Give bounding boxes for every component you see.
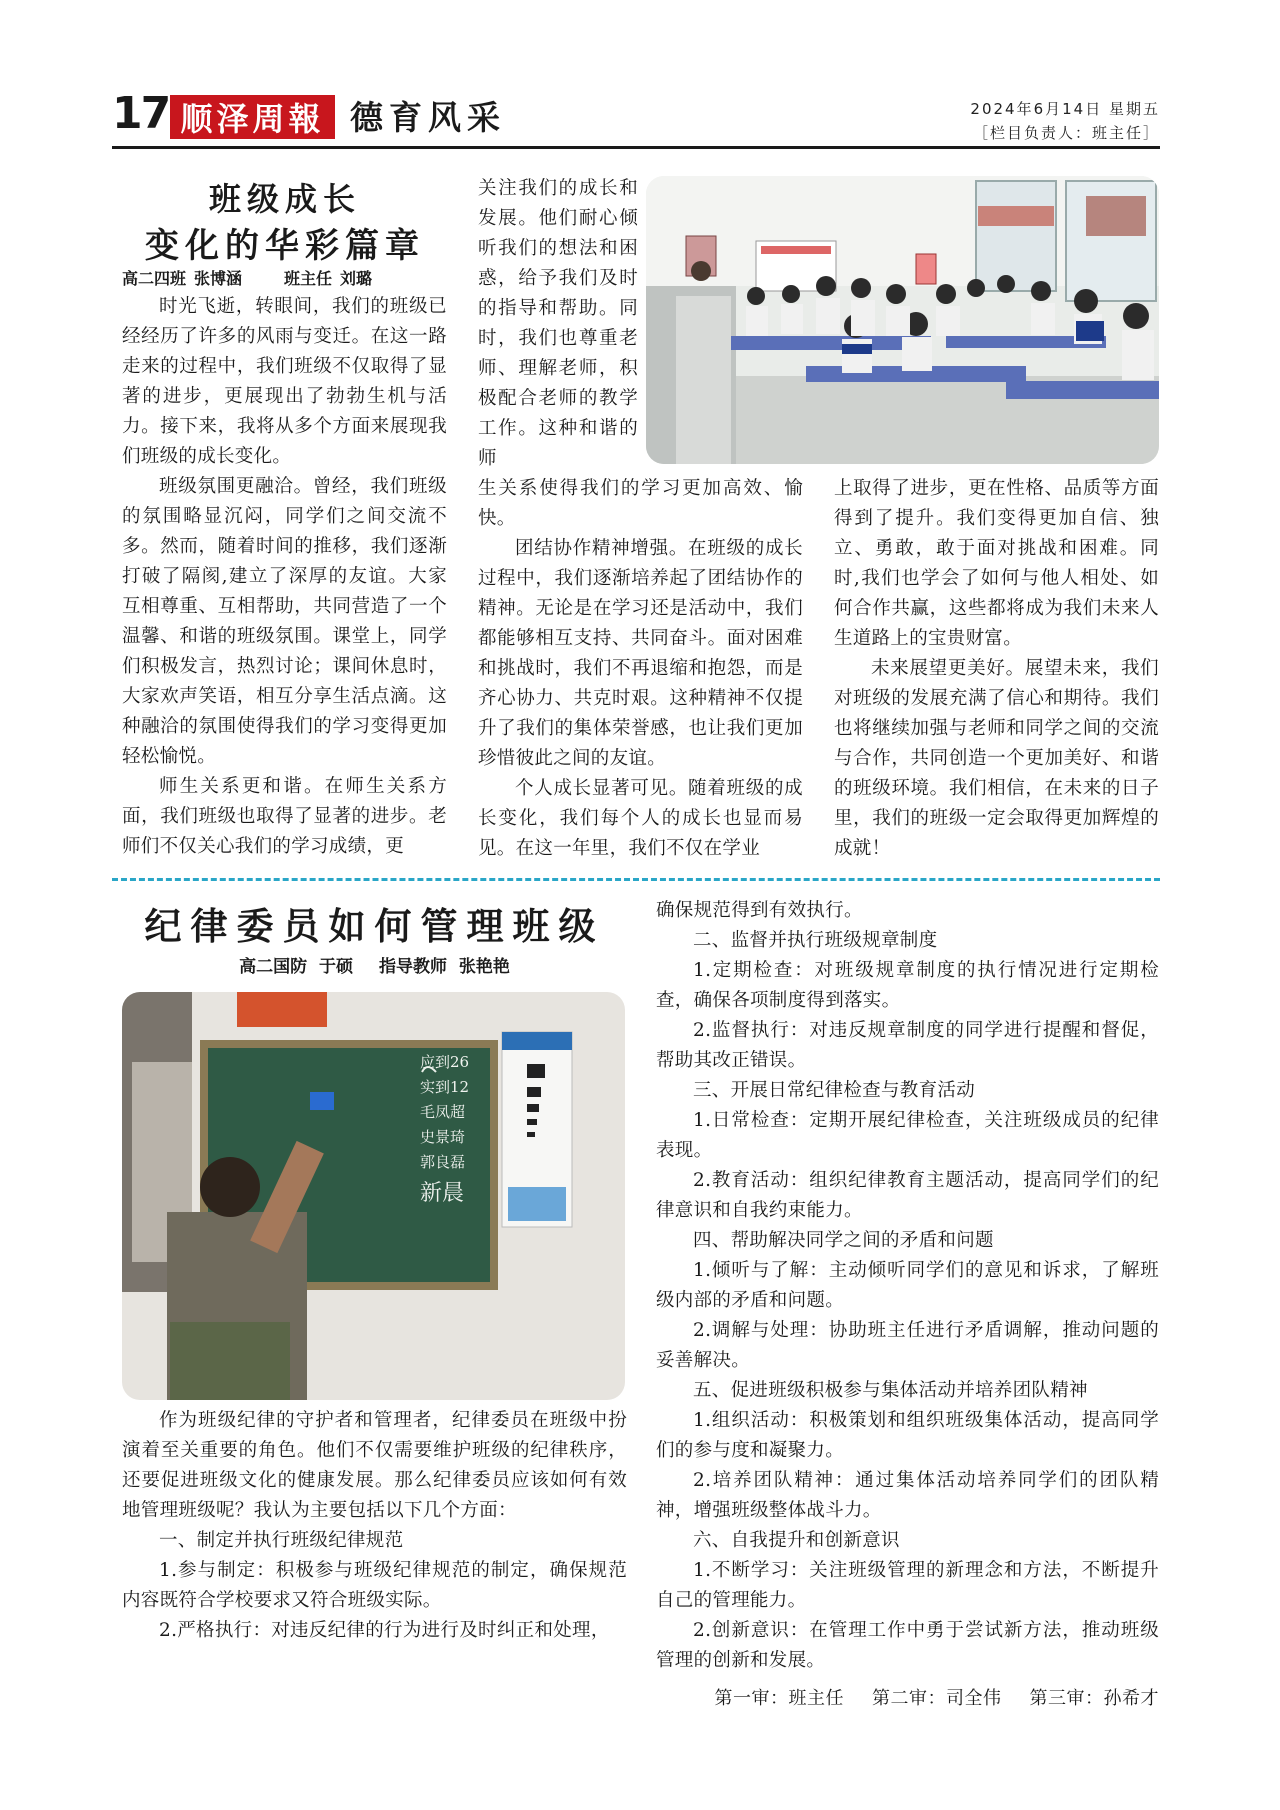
paragraph: 1.参与制定：积极参与班级纪律规范的制定，确保规范内容既符合学校要求又符合班级实际。 (122, 1560, 627, 1611)
paragraph: 2.培养团队精神：通过集体活动培养同学们的团队精神，增强班级整体战斗力。 (656, 1470, 1159, 1521)
paragraph: 团结协作精神增强。在班级的成长过程中，我们逐渐培养起了团结协作的精神。无论是在学习还是活动中，我们都能够相互支持、共同奋斗。面对困难和挑战时，我们不再退缩和抱怨，而是齐心协力、共克时艰。这种精神不仅提升了我们的集体荣誉感，也让我们更加珍惜彼此之间的友谊。 (478, 538, 803, 769)
chalkboard-photo-image (122, 992, 625, 1400)
paragraph: 二、监督并执行班级规章制度 (693, 930, 938, 951)
board-line: 郭良磊 (420, 1153, 466, 1171)
column-editor: ［栏目负责人：班主任］ (972, 124, 1160, 142)
paragraph: 六、自我提升和创新意识 (693, 1530, 900, 1551)
paragraph: 2.严格执行：对违反纪律的行为进行及时纠正和处理， (159, 1620, 610, 1641)
board-line: 应到26 (420, 1053, 470, 1071)
masthead-logo: 顺泽周報 (170, 95, 335, 139)
article2-left-column (122, 1406, 627, 1646)
classroom-photo-image (646, 176, 1159, 464)
paragraph: 三、开展日常纪律检查与教育活动 (693, 1080, 976, 1101)
article1-column2-top (478, 174, 638, 474)
article1-column3 (834, 474, 1159, 864)
paragraph: 时光飞逝，转眼间，我们的班级已经经历了许多的风雨与变迁。在这一路走来的过程中，我们班级不仅取得了显著的进步，更展现出了勃勃生机与活力。接下来，我将从多个方面来展现我们班级的成长变化。 (122, 296, 447, 467)
byline-teacher: 刘璐 (340, 269, 373, 288)
paragraph: 一、制定并执行班级纪律规范 (159, 1530, 404, 1551)
article1-column1 (122, 292, 447, 862)
issue-date: 2024年6月14日 星期五 (970, 100, 1160, 118)
review-first: 第一审：班主任 (714, 1688, 844, 1709)
paragraph: 上取得了进步，更在性格、品质等方面得到了提升。我们变得更加自信、独立、勇敢，敢于面对挑战和困难。同时,我们也学会了如何与他人相处、如何合作共赢，这些都将成为我们未来人生道路上的宝贵财富。 (834, 478, 1159, 649)
paragraph: 2.调解与处理：协助班主任进行矛盾调解，推动问题的妥善解决。 (656, 1320, 1159, 1371)
paragraph: 班级氛围更融洽。曾经，我们班级的氛围略显沉闷，同学们之间交流不多。然而，随着时间的推移，我们逐渐打破了隔阂,建立了深厚的友谊。大家互相尊重、互相帮助，共同营造了一个温馨、和谐的班级氛围。课堂上，同学们积极发言，热烈讨论；课间休息时，大家欢声笑语，相互分享生活点滴。这种融洽的氛围使得我们的学习变得更加轻松愉悦。 (122, 476, 447, 767)
article1-title-line2: 变化的华彩篇章 (145, 226, 425, 266)
board-line: 实到12 (420, 1078, 470, 1096)
paragraph: 2.监督执行：对违反规章制度的同学进行提醒和督促，帮助其改正错误。 (656, 1020, 1159, 1071)
board-line: 新晨 (420, 1181, 465, 1206)
paragraph: 生关系使得我们的学习更加高效、愉快。 (478, 478, 803, 529)
byline-author: 于硕 (319, 957, 353, 977)
paragraph: 五、促进班级积极参与集体活动并培养团队精神 (693, 1380, 1088, 1401)
article2-title: 纪律委员如何管理班级 (144, 905, 605, 948)
byline-role: 班主任 (284, 269, 333, 288)
board-line: 毛凤超 (420, 1103, 466, 1121)
review-third: 第三审：孙希才 (1029, 1688, 1159, 1709)
byline-teacher: 张艳艳 (458, 957, 510, 977)
paragraph: 1.不断学习：关注班级管理的新理念和方法，不断提升自己的管理能力。 (656, 1560, 1159, 1611)
article1-byline (122, 266, 452, 289)
board-line: 史景琦 (420, 1128, 466, 1146)
paragraph: 1.定期检查：对班级规章制度的执行情况进行定期检查，确保各项制度得到落实。 (656, 960, 1159, 1011)
header-rule (112, 146, 1160, 149)
paragraph: 作为班级纪律的守护者和管理者，纪律委员在班级中扮演着至关重要的角色。他们不仅需要维护班级的纪律秩序，还要促进班级文化的健康发展。那么纪律委员应该如何有效地管理班级呢？我认为主要包括以下几个方面： (122, 1410, 627, 1521)
byline-class: 高二四班 (122, 269, 187, 288)
byline-class: 高二国防 (239, 957, 308, 977)
review-signoff (656, 1684, 1159, 1710)
paragraph: 2.创新意识：在管理工作中勇于尝试新方法，推动班级管理的创新和发展。 (656, 1620, 1159, 1671)
article1-column2-bottom (478, 474, 803, 864)
article1-title-line1: 班级成长 (208, 180, 361, 218)
article2-right-column (656, 896, 1159, 1676)
paragraph: 师生关系更和谐。在师生关系方面，我们班级也取得了显著的进步。老师们不仅关心我们的学习成绩，更 (122, 776, 447, 857)
page-number: 17 (112, 88, 170, 139)
paragraph: 确保规范得到有效执行。 (656, 900, 863, 921)
paragraph: 1.倾听与了解：主动倾听同学们的意见和诉求，了解班级内部的矛盾和问题。 (656, 1260, 1159, 1311)
paragraph: 关注我们的成长和发展。他们耐心倾听我们的想法和困惑，给予我们及时的指导和帮助。同时，我们也尊重老师、理解老师，积极配合老师的教学工作。这种和谐的师 (478, 178, 638, 469)
paragraph: 个人成长显著可见。随着班级的成长变化，我们每个人的成长也显而易见。在这一年里，我们不仅在学业 (478, 778, 803, 859)
paragraph: 2.教育活动：组织纪律教育主题活动，提高同学们的纪律意识和自我约束能力。 (656, 1170, 1159, 1221)
classroom-photo (646, 176, 1159, 464)
paragraph: 未来展望更美好。展望未来，我们对班级的发展充满了信心和期待。我们也将继续加强与老师和同学之间的交流与合作，共同创造一个更加美好、和谐的班级环境。我们相信，在未来的日子里，我们的班级一定会取得更加辉煌的成就！ (834, 658, 1159, 859)
paragraph: 1.日常检查：定期开展纪律检查，关注班级成员的纪律表现。 (656, 1110, 1159, 1161)
section-title: 德育风采 (350, 98, 506, 137)
section-divider (112, 878, 1160, 881)
byline-author: 张博涵 (194, 269, 243, 288)
review-second: 第二审：司全伟 (872, 1688, 1002, 1709)
article2-byline (122, 952, 627, 977)
paragraph: 四、帮助解决同学之间的矛盾和问题 (693, 1230, 994, 1251)
paragraph: 1.组织活动：积极策划和组织班级集体活动，提高同学们的参与度和凝聚力。 (656, 1410, 1159, 1461)
chalkboard-photo (122, 992, 625, 1400)
byline-role: 指导教师 (379, 957, 447, 977)
